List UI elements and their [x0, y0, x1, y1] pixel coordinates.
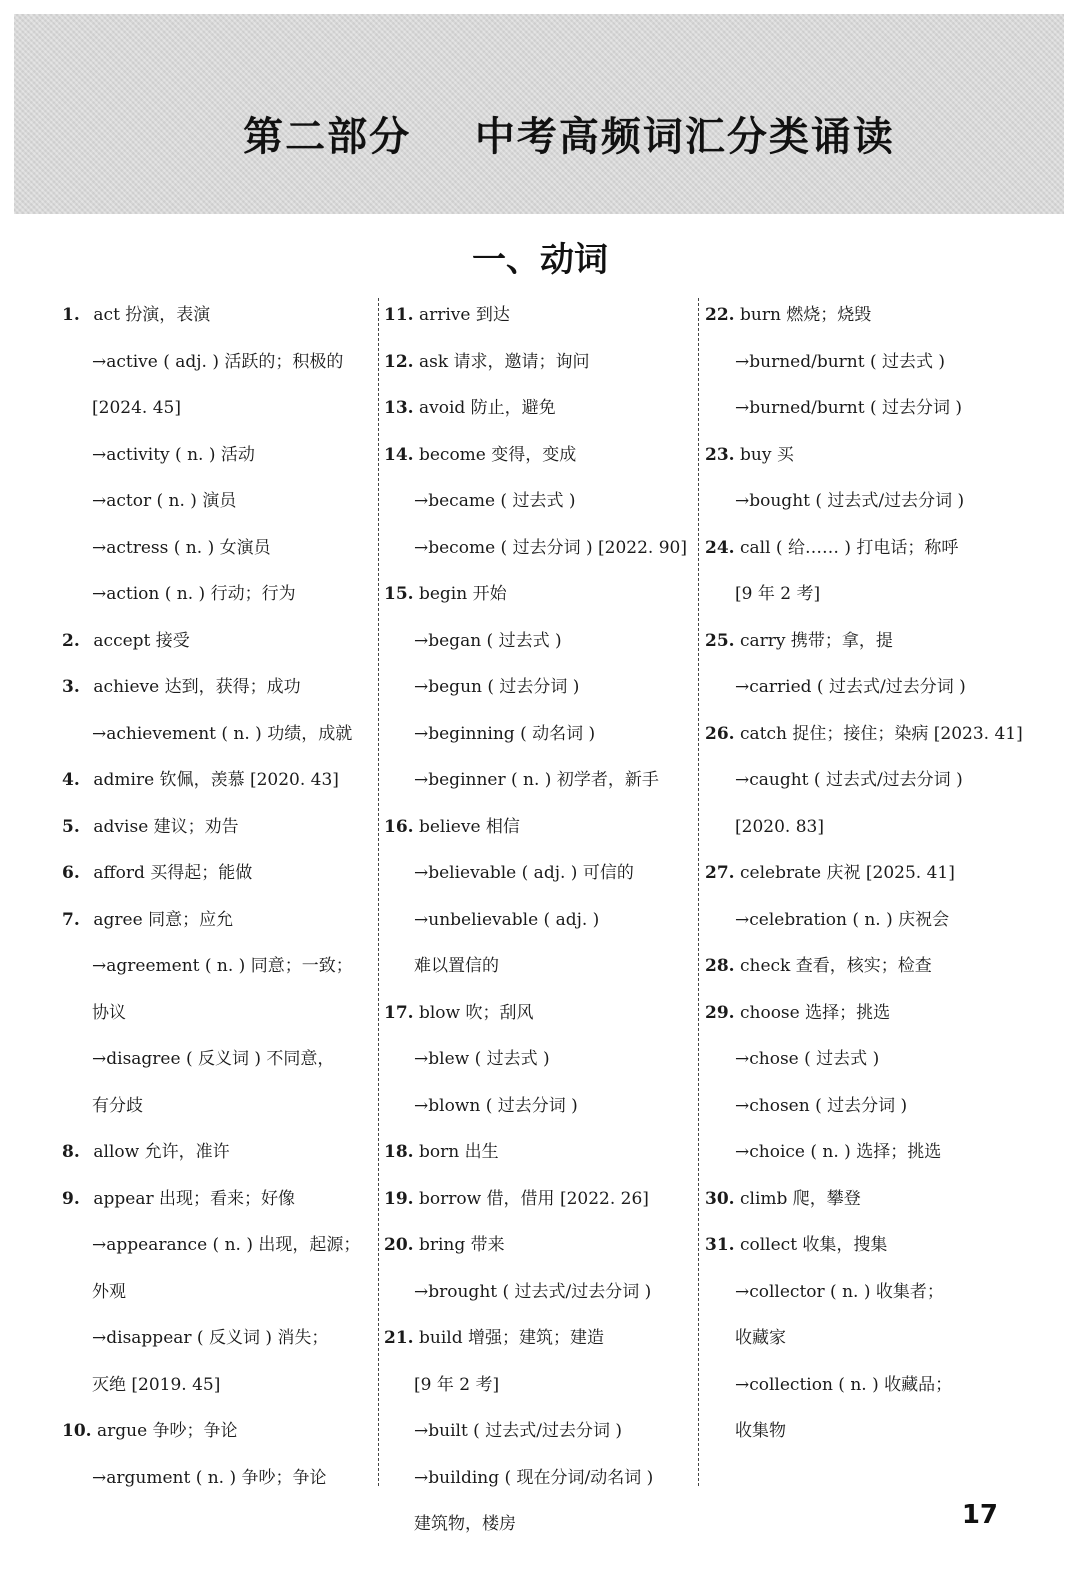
entry-number: 24.: [705, 537, 735, 558]
entry-text: buy 买: [739, 444, 794, 465]
entry-number: 31.: [705, 1235, 735, 1255]
vocab-subentry: →collection ( n. ) 收藏品；: [735, 1374, 953, 1395]
vocab-column-1: [62, 292, 370, 1501]
vocab-entry: [384, 1129, 690, 1176]
entry-text: borrow 借，借用 [2022. 26]: [418, 1188, 649, 1209]
entry-number: 29.: [705, 1002, 735, 1023]
entry-number: 22.: [705, 305, 735, 325]
vocab-subentry: →believable ( adj. ) 可信的: [414, 863, 634, 883]
vocab-subentry: [9 年 2 考]: [414, 1374, 500, 1395]
entry-number: 16.: [384, 816, 414, 837]
vocab-entry: [384, 804, 690, 851]
vocab-entry: [62, 618, 370, 665]
chapter-title: [243, 105, 895, 162]
entry-number: 2.: [62, 630, 80, 651]
vocab-subentry: 有分歧: [92, 1095, 143, 1116]
entry-number: 28.: [705, 956, 735, 976]
entry-text: act 扮演，表演: [93, 305, 211, 325]
vocab-subentry: →begun ( 过去分词 ): [414, 677, 580, 697]
entry-number: 18.: [384, 1142, 414, 1162]
entry-number: 1.: [62, 305, 80, 325]
entry-text: avoid 防止，避免: [418, 398, 556, 418]
vocab-entry: [705, 1222, 1015, 1269]
vocab-subentry: →collector ( n. ) 收集者；: [735, 1281, 944, 1302]
vocab-entry: [384, 292, 690, 339]
vocab-subentry: [9 年 2 考]: [735, 584, 821, 604]
vocab-entry: [705, 711, 1023, 758]
entry-text: allow 允许，准许: [93, 1142, 230, 1162]
vocab-subentry: →caught ( 过去式/过去分词 ): [735, 770, 963, 790]
vocab-subentry: →carried ( 过去式/过去分词 ): [735, 677, 966, 697]
vocab-entry: [62, 664, 370, 711]
section-title: 一、动词: [472, 240, 608, 280]
vocab-subentry: →agreement ( n. ) 同意；一致；: [92, 956, 353, 976]
entry-number: 17.: [384, 1002, 414, 1023]
vocab-subentry: →became ( 过去式 ): [414, 491, 576, 511]
vocab-subentry: →celebration ( n. ) 庆祝会: [735, 909, 950, 930]
vocab-entry: [384, 385, 690, 432]
entry-number: 23.: [705, 444, 735, 465]
vocab-entry: [705, 618, 1015, 665]
entry-text: celebrate 庆祝 [2025. 41]: [739, 863, 955, 883]
vocab-subentry: →brought ( 过去式/过去分词 ): [414, 1281, 652, 1302]
entry-number: 10.: [62, 1421, 92, 1441]
entry-number: 12.: [384, 351, 414, 372]
vocab-entry: [705, 943, 1015, 990]
entry-text: accept 接受: [93, 630, 190, 651]
vocab-subentry: →blown ( 过去分词 ): [414, 1095, 578, 1116]
chapter-part-label: 第二部分: [243, 113, 412, 160]
vocab-subentry: →appearance ( n. ) 出现，起源；: [92, 1235, 361, 1255]
vocab-subentry: →building ( 现在分词/动名词 ): [414, 1467, 654, 1488]
vocab-entry: [705, 292, 1015, 339]
entry-text: appear 出现；看来；好像: [93, 1188, 296, 1209]
vocab-entry: [384, 1222, 690, 1269]
entry-text: agree 同意；应允: [93, 909, 234, 930]
vocab-entry: [62, 897, 370, 944]
vocab-subentry: [2024. 45]: [92, 398, 181, 418]
vocab-subentry: →burned/burnt ( 过去分词 ): [735, 398, 963, 418]
vocab-subentry: 收集物: [735, 1421, 786, 1441]
entry-text: call ( 给…… ) 打电话；称呼: [739, 537, 959, 558]
vocab-entry: [384, 339, 690, 386]
vocab-entry: [62, 1408, 370, 1455]
vocab-entry: [384, 990, 690, 1037]
vocab-subentry: →chosen ( 过去分词 ): [735, 1095, 908, 1116]
chapter-title-text: 中考高频词汇分类诵读: [474, 113, 895, 160]
vocab-subentry: →unbelievable ( adj. ): [414, 909, 600, 930]
vocab-subentry: →began ( 过去式 ): [414, 630, 562, 651]
vocab-subentry: 难以置信的: [414, 956, 499, 976]
vocab-entry: [705, 850, 1015, 897]
vocab-subentry: →beginning ( 动名词 ): [414, 723, 596, 744]
vocab-entry: [384, 1176, 690, 1223]
vocab-subentry: 协议: [92, 1002, 126, 1023]
entry-text: choose 选择；挑选: [739, 1002, 891, 1023]
entry-text: advise 建议；劝告: [93, 816, 239, 837]
vocab-subentry: →beginner ( n. ) 初学者，新手: [414, 770, 659, 790]
entry-number: 20.: [384, 1235, 414, 1255]
vocab-column-3: [705, 292, 1023, 1455]
vocab-subentry: 建筑物，楼房: [414, 1514, 516, 1534]
entry-text: ask 请求，邀请；询问: [418, 351, 590, 372]
vocab-subentry: →actor ( n. ) 演员: [92, 491, 237, 511]
entry-text: argue 争吵；争论: [96, 1421, 238, 1441]
entry-number: 8.: [62, 1142, 80, 1162]
vocab-subentry: 收藏家: [735, 1328, 786, 1348]
entry-number: 5.: [62, 816, 80, 837]
entry-number: 11.: [384, 305, 414, 325]
vocab-entry: [62, 804, 370, 851]
vocab-subentry: →disappear ( 反义词 ) 消失；: [92, 1328, 329, 1348]
entry-text: become 变得，变成: [418, 444, 577, 465]
vocab-entry: [384, 1315, 690, 1362]
entry-text: begin 开始: [418, 584, 507, 604]
vocab-entry: [62, 1129, 370, 1176]
vocab-subentry: →active ( adj. ) 活跃的；积极的: [92, 351, 344, 372]
entry-text: blow 吹；刮风: [418, 1002, 534, 1023]
entry-number: 9.: [62, 1188, 80, 1209]
vocab-entry: [62, 292, 370, 339]
vocab-entry: [705, 990, 1015, 1037]
entry-text: climb 爬，攀登: [739, 1188, 861, 1209]
entry-text: burn 燃烧；烧毁: [739, 305, 872, 325]
entry-text: build 增强；建筑；建造: [418, 1328, 604, 1348]
entry-number: 26.: [705, 723, 735, 744]
entry-text: believe 相信: [418, 816, 520, 837]
entry-number: 19.: [384, 1188, 414, 1209]
vocab-column-2: [384, 292, 690, 1548]
vocab-subentry: 灭绝 [2019. 45]: [92, 1374, 221, 1395]
vocab-subentry: →built ( 过去式/过去分词 ): [414, 1421, 622, 1441]
vocab-entry: [705, 525, 1015, 572]
vocab-entry: [62, 850, 370, 897]
entry-number: 15.: [384, 584, 414, 604]
vocab-subentry: →activity ( n. ) 活动: [92, 444, 255, 465]
vocab-subentry: →disagree ( 反义词 ) 不同意，: [92, 1049, 335, 1069]
entry-text: bring 带来: [418, 1235, 505, 1255]
entry-text: achieve 达到，获得；成功: [93, 677, 301, 697]
entry-number: 27.: [705, 863, 735, 883]
vocab-subentry: 外观: [92, 1281, 126, 1302]
vocab-entry: [705, 432, 1015, 479]
vocab-subentry: →burned/burnt ( 过去式 ): [735, 351, 946, 372]
entry-number: 6.: [62, 863, 80, 883]
vocab-subentry: →action ( n. ) 行动；行为: [92, 584, 296, 604]
vocab-subentry: →argument ( n. ) 争吵；争论: [92, 1467, 327, 1488]
entry-text: afford 买得起；能做: [93, 863, 253, 883]
vocab-subentry: →become ( 过去分词 ) [2022. 90]: [414, 537, 687, 558]
vocab-subentry: [2020. 83]: [735, 816, 824, 837]
entry-number: 25.: [705, 630, 735, 651]
column-divider: [698, 298, 699, 1486]
vocab-entry: [62, 1176, 370, 1223]
entry-text: admire 钦佩，羡慕 [2020. 43]: [93, 770, 339, 790]
entry-number: 14.: [384, 444, 414, 465]
entry-number: 4.: [62, 770, 80, 790]
vocab-subentry: →chose ( 过去式 ): [735, 1049, 880, 1069]
entry-text: collect 收集，搜集: [739, 1235, 888, 1255]
vocab-entry: [705, 1176, 1015, 1223]
vocab-entry: [384, 432, 690, 479]
entry-text: carry 携带；拿，提: [739, 630, 893, 651]
entry-text: catch 捉住；接住；染病 [2023. 41]: [739, 723, 1023, 744]
column-divider: [378, 298, 379, 1486]
entry-number: 13.: [384, 398, 414, 418]
entry-number: 21.: [384, 1328, 414, 1348]
vocab-subentry: →bought ( 过去式/过去分词 ): [735, 491, 965, 511]
entry-number: 30.: [705, 1188, 735, 1209]
page-number: 17: [961, 1500, 998, 1530]
vocab-subentry: →blew ( 过去式 ): [414, 1049, 550, 1069]
vocab-subentry: →achievement ( n. ) 功绩，成就: [92, 723, 353, 744]
entry-text: born 出生: [418, 1142, 499, 1162]
vocab-subentry: →choice ( n. ) 选择；挑选: [735, 1142, 942, 1162]
vocab-subentry: →actress ( n. ) 女演员: [92, 537, 271, 558]
vocab-entry: [62, 757, 370, 804]
chapter-banner: [14, 14, 1064, 214]
entry-number: 3.: [62, 677, 80, 697]
entry-text: check 查看，核实；检查: [739, 956, 932, 976]
vocab-entry: [384, 571, 690, 618]
entry-number: 7.: [62, 909, 80, 930]
entry-text: arrive 到达: [418, 305, 510, 325]
